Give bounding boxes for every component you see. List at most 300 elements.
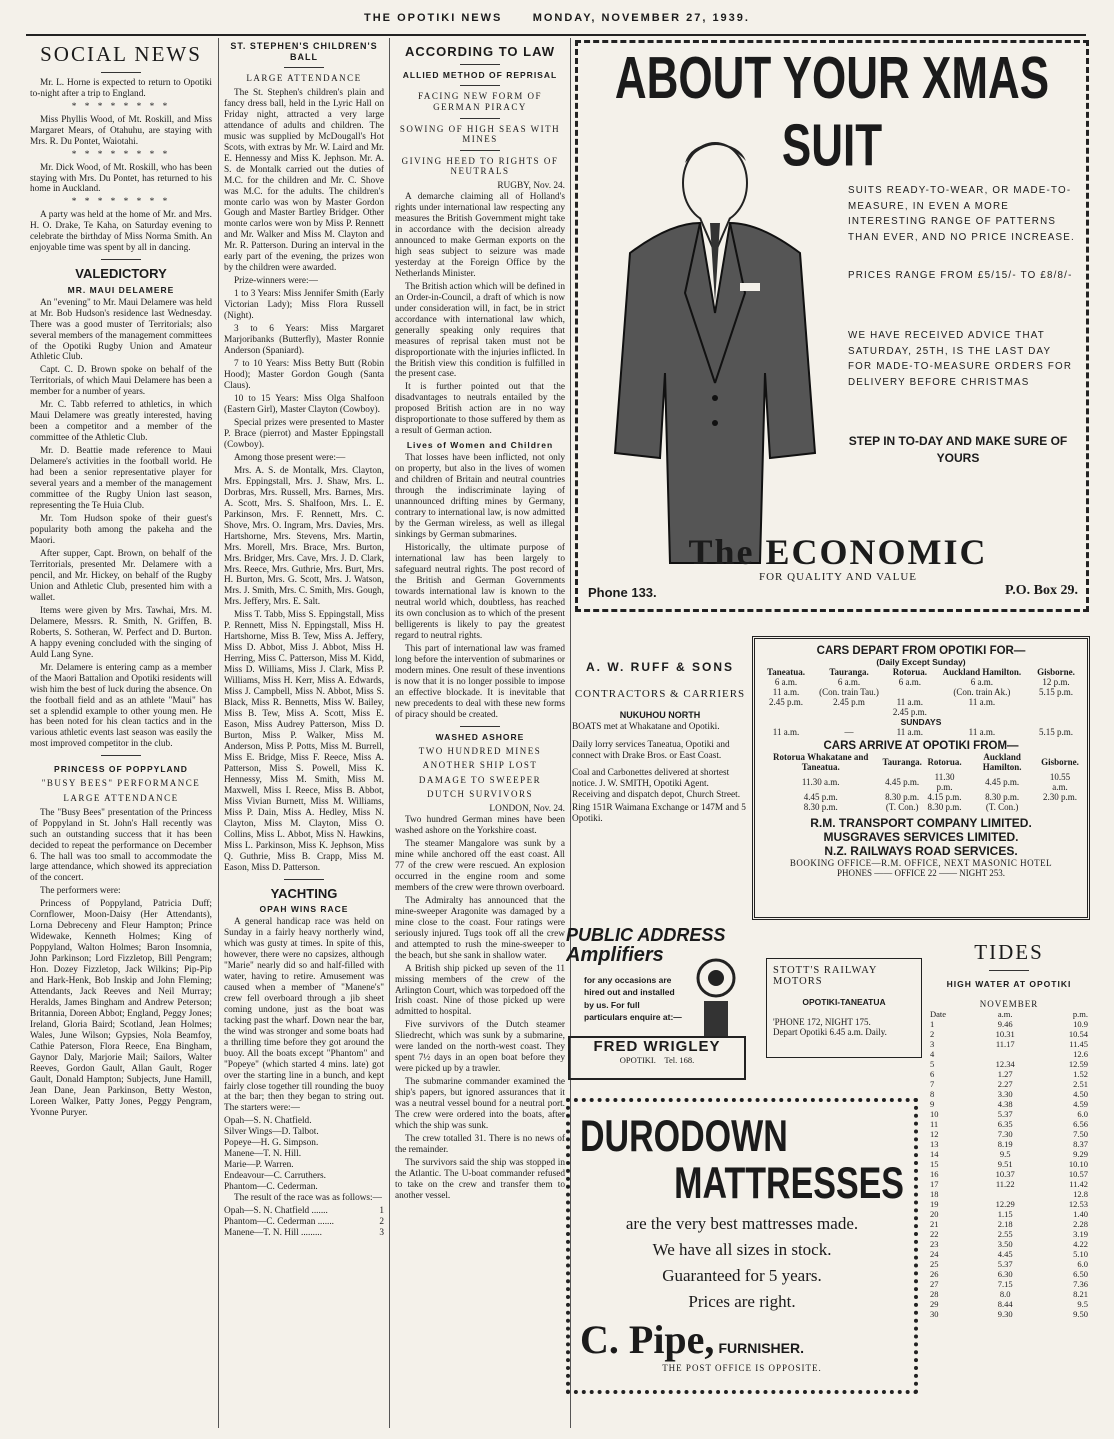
column-rule bbox=[218, 38, 219, 1428]
table-cell: 29 bbox=[930, 1299, 939, 1309]
starters-list bbox=[224, 1116, 384, 1193]
paragraph: A party was held at the home of Mr. and Mrs. H. O. Drake, Te Kaha, on Saturday evening to celebrate the birthday of Miss Norma Smith. An enjoyable time was spent by all in dancing. bbox=[30, 210, 212, 254]
column-header: Tauranga. bbox=[882, 757, 922, 767]
table-cell: 12.6 bbox=[1073, 1049, 1088, 1059]
table-row bbox=[928, 1239, 1090, 1249]
booking-phones: PHONES —— OFFICE 22 —— NIGHT 253. bbox=[836, 868, 1006, 878]
paragraph: The crew totalled 31. There is no news of the remainder. bbox=[395, 1134, 565, 1156]
masthead bbox=[0, 12, 1114, 32]
table-cell: 6 a.m. bbox=[898, 677, 921, 687]
tides-title: TIDES bbox=[974, 940, 1044, 964]
table-cell: 8.30 p.m. bbox=[803, 802, 838, 812]
yachting-heading: YACHTING bbox=[270, 885, 338, 901]
result-name: Phantom—C. Cederman ....... bbox=[224, 1217, 335, 1228]
table-row bbox=[928, 1049, 1090, 1059]
table-cell: 9.29 bbox=[1073, 1149, 1088, 1159]
column-header: p.m. bbox=[1072, 1009, 1088, 1019]
ruff-text: Coal and Carbonettes delivered at shortest notice. J. W. SMITH, Opotiki Agent. Receiving and dispatch depot, Church Street. bbox=[572, 767, 741, 801]
paragraph: The St. Stephen's children's plain and fancy dress ball, held in the Lyric Hall on Friday night, attracted a very large attendance of adults and children. The music was supplied by McDougall's Hot Scots, with extras by Mr. W. Laird and Mr. E. Hennessy and Miss K. Jephson. Mr. A. S. de Montalk carried out the duties of M.C. for the children and Mr. C. Shove was M.C. for the adults. The children's monte carlo was won by Master Gordon Gough and Master Bartley Bridger. Other monte carlos were won by Miss P. Rennett and Mr. Walker and Miss M. Clayton and Mr. R. Patterson. During an interval in the early part of the evening, the prizes won by the children were awarded. bbox=[224, 87, 384, 274]
tides-table bbox=[928, 1009, 1090, 1319]
table-cell: (Con. train Ak.) bbox=[953, 687, 1011, 697]
table-cell: 11.45 bbox=[1069, 1039, 1088, 1049]
man-in-suit-illustration bbox=[590, 123, 840, 573]
table-cell: 5.37 bbox=[997, 1259, 1013, 1269]
table-cell: 2.45 p.m. bbox=[892, 707, 927, 717]
tides-subheading: HIGH WATER AT OPOTIKI bbox=[946, 979, 1072, 989]
table-cell: 4.50 bbox=[1073, 1089, 1088, 1099]
stotts-phone: 'PHONE 172, NIGHT 175. bbox=[773, 1017, 871, 1027]
table-row bbox=[928, 1109, 1090, 1119]
tides-month: NOVEMBER bbox=[979, 999, 1039, 1009]
column-rule bbox=[389, 38, 390, 1428]
paragraph: 10 to 15 Years: Miss Olga Shalfoon (Eastern Girl), Master Clayton (Cowboy). bbox=[224, 393, 384, 415]
table-cell: 2.28 bbox=[1073, 1219, 1088, 1229]
company-name: N.Z. RAILWAYS ROAD SERVICES. bbox=[824, 844, 1018, 858]
table-cell: 8.19 bbox=[997, 1139, 1013, 1149]
yachting-subheading: OPAH WINS RACE bbox=[259, 903, 349, 914]
table-cell: 6 a.m. bbox=[970, 677, 994, 687]
paragraph: The performers were: bbox=[40, 886, 121, 897]
paragraph: Among those present were:— bbox=[234, 452, 346, 463]
paragraph: A general handicap race was held on Sunday in a fairly heavy northerly wind, which was gusty at times. In spite of this, however, there were no capsizes, although "Marie" nearly did so and half-filled with water, having to retire. Amusement was caused when a member of "Manene's" crew fell overboard through a jib sheet coming undone, just as the boat was tacking past the wharf. Down near the bar, the wind was stronger and some boats had a thrilling time before they got around the buoy. All the boats except "Phantom" and "Popeye" (which started 4 mins. late) got over the starting line in a bunch, and kept fairly close together till rounding the buoy at the bar; then they began to string out. The starters were:— bbox=[224, 916, 384, 1114]
table-cell: 12.53 bbox=[1068, 1199, 1088, 1209]
company-name: MUSGRAVES SERVICES LIMITED. bbox=[823, 830, 1019, 844]
paragraph: The British action which will be defined in an Order-in-Council, a draft of which is now under consideration will, in fact, be in strict accordance with international law which, generally speaking only requires that measures of reprisal taken must not be disproportionate with the injuries inflicted. In the British view this condition is fulfilled in the present case. bbox=[395, 281, 565, 380]
table-cell: 28 bbox=[930, 1289, 939, 1299]
table-cell: 11 a.m. bbox=[772, 727, 800, 737]
table-cell: 4 bbox=[930, 1049, 935, 1059]
table-cell: 25 bbox=[930, 1259, 939, 1269]
law-subheading: FACING NEW FORM OF GERMAN PIRACY bbox=[418, 91, 542, 112]
paragraph: 3 to 6 Years: Miss Margaret Marjoribanks (Butterfly), Master Ronnie Anderson (Spaniard). bbox=[224, 324, 384, 357]
table-header-row bbox=[761, 752, 1081, 772]
table-cell bbox=[1039, 802, 1081, 812]
paragraph: The submarine commander examined the ship's papers, but ignored assurances that it was a neutral vessel bound for a neutral port. The crew were ordered into the boats, after which the ship was sunk. bbox=[395, 1077, 565, 1132]
paragraph: Mr. Dick Wood, of Mt. Roskill, who has been staying with Mrs. Du Pontet, has returned to his home in Auckland. bbox=[30, 162, 212, 195]
results-list bbox=[224, 1206, 384, 1239]
table-row bbox=[928, 1299, 1090, 1309]
valedictory-subheading: MR. MAUI DELAMERE bbox=[67, 284, 175, 295]
table-cell: 10 bbox=[930, 1109, 939, 1119]
table-row bbox=[928, 1059, 1090, 1069]
economic-pobox: P.O. Box 29. bbox=[1005, 583, 1078, 598]
table-cell: 8.44 bbox=[997, 1299, 1013, 1309]
paragraph: The steamer Mangalore was sunk by a mine while anchored off the east coast. All 77 of the crew were rescued. An explosion occurred in the engine room and some members of the crew were thrown overboard. bbox=[395, 838, 565, 893]
xmas-text-2: WE HAVE RECEIVED ADVICE THAT SATURDAY, 25TH, IS THE LAST DAY FOR MADE-TO-MEASURE ORDERS FOR DELIVERY BEFORE CHRISTMAS bbox=[848, 330, 1073, 389]
table-cell: 7.50 bbox=[1073, 1129, 1088, 1139]
table-cell: 8.30 p.m. bbox=[927, 802, 962, 812]
stotts-name: STOTT'S RAILWAY MOTORS bbox=[773, 965, 878, 987]
paragraph: Historically, the ultimate purpose of international law has been largely to safeguard neutral rights. The post record of the British and German Governments towards international law is known to the neutral world which, doubtless, has reached its own conclusion as to which of the present belligerents is likely to pay the greatest regard to neutral rights. bbox=[395, 543, 565, 641]
table-cell: 2.27 bbox=[997, 1079, 1013, 1089]
table-row bbox=[761, 677, 1081, 687]
column-header: Date bbox=[930, 1009, 947, 1019]
durodown-text: Prices are right. bbox=[688, 1292, 796, 1311]
table-cell: — bbox=[844, 727, 854, 737]
table-cell: 24 bbox=[930, 1249, 939, 1259]
table-row bbox=[928, 1039, 1090, 1049]
table-cell: 10.37 bbox=[995, 1169, 1015, 1179]
table-cell: 10.10 bbox=[1068, 1159, 1088, 1169]
mattresses-heading: MATTRESSES bbox=[674, 1159, 904, 1209]
result-place: 1 bbox=[379, 1206, 384, 1217]
table-cell: 22 bbox=[930, 1229, 939, 1239]
divider bbox=[460, 726, 500, 727]
paragraph: After supper, Capt. Brown, on behalf of the Territorials, presented Mr. Delamere with a pencil, and Mr. Hickey, on behalf of the Rugby Union and Athletic Club, presented him with a wallet. bbox=[30, 548, 212, 603]
ruff-subheading: CONTRACTORS & CARRIERS bbox=[574, 688, 746, 701]
table-cell: 12.34 bbox=[995, 1059, 1015, 1069]
table-row bbox=[928, 1079, 1090, 1089]
table-row bbox=[928, 1149, 1090, 1159]
law-subheading: GIVING HEED TO RIGHTS OF NEUTRALS bbox=[401, 155, 559, 177]
table-cell: 5.37 bbox=[997, 1109, 1013, 1119]
poppyland-subheading: LARGE ATTENDANCE bbox=[63, 793, 179, 804]
table-cell: (Con. train Tau.) bbox=[819, 687, 879, 697]
column-according-to-law bbox=[395, 38, 565, 1428]
column-childrens-ball bbox=[224, 38, 384, 1428]
ball-heading: ST. STEPHEN'S CHILDREN'S BALL bbox=[230, 41, 378, 62]
table-row bbox=[928, 1259, 1090, 1269]
pa-heading: Amplifiers bbox=[566, 944, 664, 966]
paragraph: Mr. C. Tabb referred to athletics, in which Maui Delamere was greatly interested, having been a competitor and a member of the committee of the Athletic Club. bbox=[30, 400, 212, 444]
table-header-row bbox=[761, 667, 1081, 677]
table-cell: 5.15 p.m. bbox=[1039, 727, 1074, 737]
durodown-text: are the very best mattresses made. bbox=[625, 1214, 859, 1233]
stars-divider: * * * * * * * * bbox=[71, 197, 171, 208]
divider bbox=[284, 879, 324, 880]
paragraph: It is further pointed out that the disadvantages to neutrals entailed by the proposed British action are in no way disproportionate to those suffered by them as a result of German action. bbox=[395, 382, 565, 437]
wrigley-name: FRED WRIGLEY bbox=[593, 1038, 721, 1055]
table-cell: 3.19 bbox=[1073, 1229, 1088, 1239]
xmas-headline: ABOUT YOUR XMAS SUIT bbox=[614, 45, 1050, 180]
table-header-row bbox=[928, 1009, 1090, 1019]
table-cell bbox=[887, 687, 933, 697]
divider bbox=[284, 67, 324, 68]
xmas-text-1: SUITS READY-TO-WEAR, OR MADE-TO-MEASURE, IN EVEN A MORE INTERESTING RANGE OF PATTERNS THAN EVER, AND NO PRICE INCREASE. bbox=[848, 185, 1075, 244]
table-row bbox=[928, 1119, 1090, 1129]
stotts-advert bbox=[766, 958, 922, 1058]
table-cell: 9.50 bbox=[1073, 1309, 1088, 1319]
table-row bbox=[928, 1169, 1090, 1179]
table-cell: 1.52 bbox=[1073, 1069, 1088, 1079]
table-cell: 9.51 bbox=[997, 1159, 1013, 1169]
company-name: R.M. TRANSPORT COMPANY LIMITED. bbox=[810, 816, 1032, 830]
table-row bbox=[928, 1129, 1090, 1139]
paragraph: 7 to 10 Years: Miss Betty Butt (Robin Hood); Master Gordon Gough (Santa Claus). bbox=[224, 359, 384, 392]
table-cell: 10.57 bbox=[1068, 1169, 1088, 1179]
table-cell: 8 bbox=[930, 1089, 935, 1099]
table-cell: 4.22 bbox=[1073, 1239, 1088, 1249]
column-header: Auckland Hamilton. bbox=[942, 667, 1022, 677]
table-cell: 8.0 bbox=[999, 1289, 1011, 1299]
table-cell: 11 a.m. bbox=[772, 687, 800, 697]
paragraph: Special prizes were presented to Master P. Brace (pierrot) and Master Eppingstall (Cowboy). bbox=[224, 417, 384, 450]
result-row bbox=[224, 1217, 384, 1228]
result-place: 2 bbox=[379, 1217, 384, 1228]
table-cell: 6 a.m. bbox=[837, 677, 861, 687]
table-cell: 9.46 bbox=[997, 1019, 1013, 1029]
table-row bbox=[928, 1139, 1090, 1149]
table-cell: 1.27 bbox=[997, 1069, 1013, 1079]
table-cell: 12.59 bbox=[1068, 1059, 1088, 1069]
paragraph: A British ship picked up seven of the 11 missing members of the crew of the Arlington Court, which was torpedoed off the Irish coast. Nine of those picked up were admitted to hospital. bbox=[395, 963, 565, 1018]
durodown-advert bbox=[566, 1098, 918, 1394]
xmas-prices: PRICES RANGE FROM £5/15/- TO £8/8/- bbox=[848, 270, 1073, 281]
list-item: Phantom—C. Cederman. bbox=[224, 1182, 318, 1193]
paragraph: Mr. L. Horne is expected to return to Opotiki to-night after a trip to England. bbox=[30, 77, 212, 99]
paragraph: An "evening" to Mr. Maui Delamere was held at Mr. Bob Hudson's residence last Wednesday. There was a good muster of Territorials; also several members of the management committees of the Opotiki Rugby Union and Amateur Athletic Club. bbox=[30, 297, 212, 363]
result-name: Opah—S. N. Chatfield ....... bbox=[224, 1206, 328, 1217]
table-row bbox=[761, 772, 1081, 792]
result-name: Manene—T. N. Hill ......... bbox=[224, 1228, 322, 1239]
table-row bbox=[928, 1189, 1090, 1199]
paragraph: The "Busy Bees" presentation of the Princess of Poppyland in St. John's Hall recently was such an outstanding success that it has been decided to repeat the performance on December 6. The hall was too small to accommodate the large attendance, which showed its appreciation of the concert. bbox=[30, 807, 212, 884]
table-row bbox=[928, 1179, 1090, 1189]
table-cell: 7.15 bbox=[997, 1279, 1013, 1289]
ruff-text: BOATS met at Whakatane and Opotiki. bbox=[572, 722, 720, 733]
sundays-label: SUNDAYS bbox=[900, 717, 942, 727]
lives-heading: Lives of Women and Children bbox=[406, 440, 554, 451]
cars-timetable-advert bbox=[752, 636, 1090, 920]
table-cell: 4.15 p.m. bbox=[927, 792, 962, 802]
table-cell: 10.9 bbox=[1073, 1019, 1088, 1029]
xmas-suit-advert bbox=[575, 40, 1089, 612]
table-cell: 1.40 bbox=[1073, 1209, 1088, 1219]
booking-office: BOOKING OFFICE—R.M. OFFICE, NEXT MASONIC HOTEL bbox=[789, 858, 1053, 868]
cars-depart-note: (Daily Except Sunday) bbox=[876, 657, 966, 667]
dateline: LONDON, Nov. 24. bbox=[489, 804, 565, 814]
table-cell: 4.45 p.m. bbox=[985, 777, 1020, 787]
social-news-title: SOCIAL NEWS bbox=[40, 42, 202, 66]
table-cell: 5 bbox=[930, 1059, 935, 1069]
table-cell: 2.55 bbox=[997, 1229, 1013, 1239]
column-header: Rotorua. bbox=[892, 667, 927, 677]
issue-date: MONDAY, NOVEMBER 27, 1939. bbox=[532, 12, 750, 24]
table-row bbox=[928, 1229, 1090, 1239]
wrigley-town: OPOTIKI. bbox=[619, 1055, 656, 1065]
table-cell: 23 bbox=[930, 1239, 939, 1249]
pipe-trade: FURNISHER. bbox=[718, 1340, 804, 1356]
table-row bbox=[928, 1089, 1090, 1099]
table-cell: 17 bbox=[930, 1179, 939, 1189]
table-cell: 5.15 p.m. bbox=[1039, 687, 1074, 697]
public-address-advert bbox=[566, 926, 750, 1106]
table-cell: 2.30 p.m. bbox=[1043, 792, 1078, 802]
table-cell: 2.51 bbox=[1073, 1079, 1088, 1089]
table-cell: 18 bbox=[930, 1189, 939, 1199]
table-cell: 11 bbox=[930, 1119, 939, 1129]
divider bbox=[101, 259, 141, 260]
table-cell: 6.30 bbox=[997, 1269, 1013, 1279]
table-cell: 8.21 bbox=[1073, 1289, 1088, 1299]
paragraph: Items were given by Mrs. Tawhai, Mrs. M. Delamere, Messrs. R. Smith, N. Griffen, B. Roberts, S. Sotheran, W. Perfect and D. Burton. A happy evening concluded with the singing of Auld Lang Syne. bbox=[30, 605, 212, 660]
table-cell: 12 p.m. bbox=[1042, 677, 1070, 687]
table-cell: 10.31 bbox=[995, 1029, 1015, 1039]
pipe-name: C. Pipe, bbox=[580, 1317, 715, 1362]
table-row bbox=[928, 1279, 1090, 1289]
washed-subheading: TWO HUNDRED MINES bbox=[418, 745, 542, 756]
table-cell: 11.17 bbox=[995, 1039, 1015, 1049]
economic-phone: Phone 133. bbox=[588, 585, 657, 600]
table-cell: 12.8 bbox=[1073, 1189, 1088, 1199]
table-cell: 12.29 bbox=[995, 1199, 1015, 1209]
table-cell: 11 a.m. bbox=[968, 697, 996, 707]
paragraph: Prize-winners were:— bbox=[234, 276, 318, 287]
table-cell: 9 bbox=[930, 1099, 935, 1109]
ruff-text: Ring 151R Waimana Exchange or 147M and 5 Opotiki. bbox=[572, 803, 746, 825]
economic-slogan: FOR QUALITY AND VALUE bbox=[759, 571, 917, 583]
table-cell: 6.50 bbox=[1073, 1269, 1088, 1279]
table-row bbox=[928, 1159, 1090, 1169]
washed-subheading: DUTCH SURVIVORS bbox=[426, 789, 534, 800]
table-cell bbox=[933, 707, 1031, 717]
ruff-text: Daily lorry services Taneatua, Opotiki and connect with Drake Bros. or East Coast. bbox=[572, 739, 730, 761]
table-cell: 2.45 p.m. bbox=[769, 697, 804, 707]
list-item: Silver Wings—D. Talbot. bbox=[224, 1127, 319, 1138]
pa-heading: PUBLIC ADDRESS bbox=[566, 926, 726, 945]
table-cell: (T. Con.) bbox=[985, 802, 1019, 812]
table-row bbox=[761, 802, 1081, 812]
result-row bbox=[224, 1228, 384, 1239]
table-row bbox=[761, 687, 1081, 697]
table-cell: 11 a.m. bbox=[968, 727, 996, 737]
table-row bbox=[928, 1209, 1090, 1219]
table-cell: 5.10 bbox=[1073, 1249, 1088, 1259]
table-cell: 4.45 bbox=[997, 1249, 1013, 1259]
divider bbox=[989, 970, 1029, 971]
table-cell: 19 bbox=[930, 1199, 939, 1209]
column-header: Gisborne. bbox=[1037, 667, 1075, 677]
divider bbox=[460, 118, 500, 119]
table-cell: 6 a.m. bbox=[774, 677, 798, 687]
table-cell: 30 bbox=[930, 1309, 939, 1319]
paragraph: The result of the race was as follows:— bbox=[234, 1193, 382, 1204]
paragraph: A demarche claiming all of Holland's rights under international law respecting any measures the British Government might take in accordance with the decision already announced to make German exports on the high seas subject to seizure was made yesterday at the Foreign Office by the Netherlands Minister. bbox=[395, 191, 565, 279]
table-cell: 4.45 p.m. bbox=[803, 792, 838, 802]
wrigley-tel: Tel. 168. bbox=[664, 1055, 695, 1065]
table-cell: 1.15 bbox=[997, 1209, 1013, 1219]
table-cell: 8.30 p.m. bbox=[985, 792, 1020, 802]
table-row bbox=[928, 1269, 1090, 1279]
ruff-location: NUKUHOU NORTH bbox=[619, 709, 701, 720]
result-row bbox=[224, 1206, 384, 1217]
table-cell: 6.35 bbox=[997, 1119, 1013, 1129]
table-cell: 16 bbox=[930, 1169, 939, 1179]
table-cell: 8.37 bbox=[1073, 1139, 1088, 1149]
table-cell: 11 a.m. bbox=[896, 697, 924, 707]
pipe-signature bbox=[580, 1316, 904, 1363]
law-subheading: ALLIED METHOD OF REPRISAL bbox=[402, 70, 558, 81]
list-item: Marie—P. Warren. bbox=[224, 1160, 294, 1171]
column-header: Tauranga. bbox=[829, 667, 869, 677]
column-header: Rotorua Whakatane and Taneatua. bbox=[773, 752, 869, 772]
table-row bbox=[761, 707, 1081, 717]
washed-subheading: DAMAGE TO SWEEPER bbox=[418, 774, 542, 785]
xmas-call-to-action: STEP IN TO-DAY AND MAKE SURE OF YOURS bbox=[848, 434, 1068, 465]
paragraph: Capt. C. D. Brown spoke on behalf of the Territorials, of which Maui Delamere has been a member for a number of years. bbox=[30, 365, 212, 398]
paragraph: Miss T. Tabb, Miss S. Eppingstall, Miss P. Rennett, Miss N. Eppingstall, Miss H. Hartshorne, Miss B. Tew, Miss A. Jeffery, Miss D. Abbot, Miss J. Abbot, Miss H. Herring, Miss C. Patterson, Miss M. Kidd, Miss D. Williams, Miss J. Clark, Miss P. Williams, Miss H. Kerr, Miss A. Edwards, Miss J. Campbell, Miss N. Abbot, Miss S. Black, Miss R. Bennetts, Miss W. Bailey, Miss B. Tew, Miss A. Scott, Miss E. Eason, Miss Audrey Patterson, Miss D. Burton, Miss P. Walker, Miss M. Anderson, Miss P. Potts, Miss M. Burrell, Miss E. Bridge, Miss F. Reece, Miss A. Patterson, Miss S. Powell, Miss K. Hennessy, Miss M. Smith, Miss M. Maxwell, Miss I. Reece, Miss B. Abbot, Miss Vivian Burnett, Miss M. Williams, Miss P. Dain, Miss A. Hedley, Miss N. Clayton, Miss M. Clayton, Miss O. Collins, Miss L. Abbot, Miss N. Hawkins, Miss L. Parkinson, Miss K. Jephson, Miss Q. Guthrie, Miss B. Crapp, Miss M. Eason, Miss D. Patterson. bbox=[224, 610, 384, 873]
law-heading: ACCORDING TO LAW bbox=[404, 44, 556, 59]
divider bbox=[101, 72, 141, 73]
masthead-rule bbox=[26, 34, 1086, 36]
paragraph: That losses have been inflicted, not only on property, but also in the lives of women and children of Britain and neutral countries through the indiscriminate laying of unannounced drifting mines by Germany, contrary to international law, is now admitted by the German wireless, as well as illegal sinkings by German submarines. bbox=[395, 453, 565, 541]
table-cell bbox=[811, 707, 887, 717]
table-cell: 10.55 a.m. bbox=[1049, 772, 1071, 792]
paragraph: This part of international law was framed long before the intervention of submarines or modern mines. One result of these inventions is now that it is no longer possible to impose an effective blockade. It is inevitable that new precedents to deal with these new forms of piracy should be created. bbox=[395, 643, 565, 720]
wrigley-box bbox=[568, 1036, 746, 1080]
table-cell: 1 bbox=[930, 1019, 935, 1029]
table-cell: 6.0 bbox=[1077, 1259, 1088, 1269]
list-item: Endeavour—C. Carruthers. bbox=[224, 1171, 326, 1182]
table-cell: 3.50 bbox=[997, 1239, 1013, 1249]
divider bbox=[460, 64, 500, 65]
column-header: Taneatua. bbox=[767, 667, 805, 677]
table-cell: 26 bbox=[930, 1269, 939, 1279]
table-cell: 7.30 bbox=[997, 1129, 1013, 1139]
law-subheading: SOWING OF HIGH SEAS WITH MINES bbox=[399, 123, 561, 145]
loudspeaker-illustration bbox=[686, 956, 746, 1036]
table-cell: 4.59 bbox=[1073, 1099, 1088, 1109]
table-cell: 11.22 bbox=[995, 1179, 1015, 1189]
ruff-name: A. W. RUFF & SONS bbox=[586, 660, 734, 674]
ruff-sons-advert bbox=[572, 660, 748, 920]
table-row bbox=[928, 1019, 1090, 1029]
table-row bbox=[928, 1099, 1090, 1109]
table-row bbox=[761, 717, 1081, 727]
paragraph: Princess of Poppyland, Patricia Duff; Cornflower, Moon-Daisy (Her Attendants), Lorna Debreceny and Fleur Hampton; Prince Widewake, Kenneth Holmes; King of Poppyland, Walton Holmes; Baron Insomnia, John Parkinson; Lord Fizzletop, Bill Pengram; Hon. Dozey Fizzletop, Jack Wilkins; Pip-Pip and Hark-Henk, Bob Inskip and John Fleming; Attendants, Jack Reeves and Neil Murray; Heralds, James Bingham and Andrew Peterson; Britannia, Doreen Abbot; England, Peggy Jones; Ireland, Gloria Baird; Scotland, Jean Holmes; Wales, June Wilson; Gypsies, Nola Beamfoy, Cathie Paterson, Flora Reece, Ena Bingham, Gaynor Daly, Marjorie Mail; Sailors, Walter Reeves, Gordon Gault, Allan Gault, Roger Gault, Donald Hampton; Subjects, June Hamill, Jean Dane, Jean Parkinson, Betty Weston, Loreen Walker, Patty Jones, Peggy Pengram, Yvonne Puryer. bbox=[30, 899, 212, 1118]
table-cell: 6 bbox=[930, 1069, 935, 1079]
table-cell bbox=[977, 1049, 1034, 1059]
table-row bbox=[761, 727, 1081, 737]
table-cell: 11 a.m. bbox=[896, 727, 924, 737]
table-cell: 4.38 bbox=[997, 1099, 1013, 1109]
table-cell bbox=[761, 707, 811, 717]
paragraph: Mr. Tom Hudson spoke of their guest's popularity both among the pakeha and the Maori. bbox=[30, 514, 212, 546]
pa-body: for any occasions are hired out and installed by us. For full particulars enquire at:— bbox=[584, 975, 682, 1022]
valedictory-heading: VALEDICTORY bbox=[75, 266, 167, 282]
table-cell: 2.45 p.m bbox=[833, 697, 865, 707]
table-cell: 8.30 p.m. bbox=[885, 792, 920, 802]
column-header: Auckland Hamilton. bbox=[982, 752, 1022, 772]
washed-subheading: ANOTHER SHIP LOST bbox=[422, 760, 538, 771]
column-header: a.m. bbox=[997, 1009, 1013, 1019]
table-cell: 2.18 bbox=[997, 1219, 1013, 1229]
table-cell: 10.54 bbox=[1068, 1029, 1088, 1039]
stars-divider: * * * * * * * * bbox=[71, 149, 171, 160]
paragraph: Five survivors of the Dutch steamer Sliedrecht, which was sunk by a submarine, were landed on the north-west coast. They spent 7½ days in an open boat before they were picked up by a trawler. bbox=[395, 1020, 565, 1075]
table-cell: 7 bbox=[930, 1079, 935, 1089]
table-row bbox=[928, 1289, 1090, 1299]
table-row bbox=[928, 1219, 1090, 1229]
wrigley-contact bbox=[570, 1055, 744, 1065]
table-cell: 27 bbox=[930, 1279, 939, 1289]
depart-table bbox=[761, 667, 1081, 737]
cars-depart-heading: CARS DEPART FROM OPOTIKI FOR— bbox=[816, 645, 1026, 657]
paper-name: THE OPOTIKI NEWS bbox=[364, 12, 503, 24]
table-cell: 6.0 bbox=[1077, 1109, 1088, 1119]
table-cell: 11.30 p.m. bbox=[934, 772, 955, 792]
table-row bbox=[928, 1249, 1090, 1259]
table-cell bbox=[1031, 707, 1081, 717]
paragraph: 1 to 3 Years: Miss Jennifer Smith (Early Victorian Lady); Miss Flora Russell (Night). bbox=[224, 289, 384, 322]
table-cell: 6.56 bbox=[1073, 1119, 1088, 1129]
durodown-text: Guaranteed for 5 years. bbox=[662, 1266, 822, 1285]
table-cell: 14 bbox=[930, 1149, 939, 1159]
column-header: Rotorua. bbox=[927, 757, 962, 767]
cars-arrive-heading: CARS ARRIVE AT OPOTIKI FROM— bbox=[823, 740, 1019, 752]
divider bbox=[460, 150, 500, 151]
column-header: Gisborne. bbox=[1041, 757, 1079, 767]
